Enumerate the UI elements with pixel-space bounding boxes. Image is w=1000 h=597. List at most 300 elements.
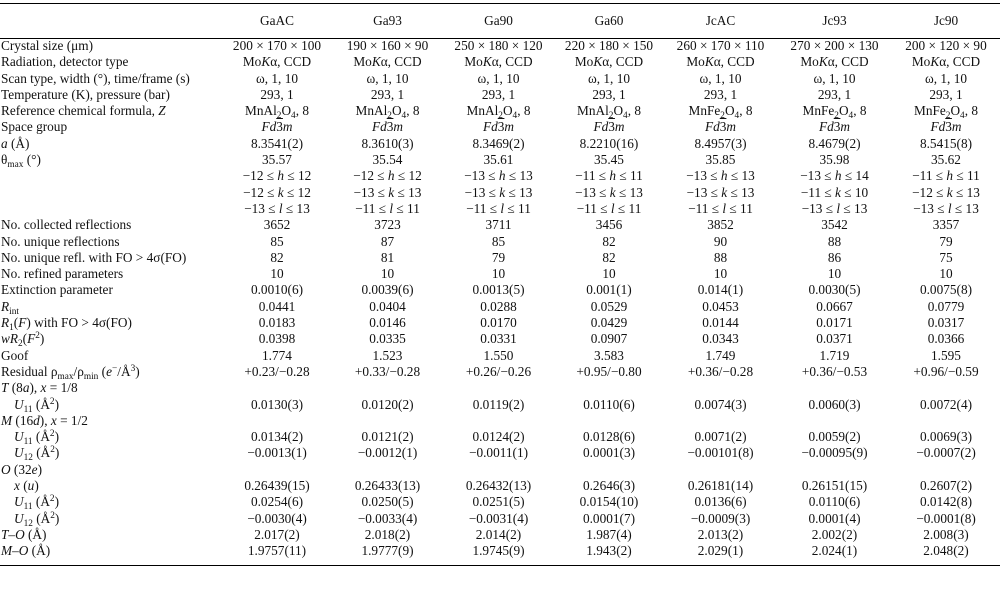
table-cell: MoKα, CCD [911,54,981,70]
table-cell: MoKα, CCD [800,54,869,70]
table-row-temperature [0,87,1000,103]
table-cell: +0.23/−0.28 [244,363,310,379]
table-cell: 0.0779 [927,298,965,314]
table-cell: $MnAl_2O_4$, 8 [245,103,309,122]
table-body [0,38,1000,560]
table-cell: 87 [380,233,395,249]
table-cell: 0.0907 [590,331,628,347]
table-row-residual [0,364,1000,380]
table-cell: 1.719 [819,347,850,363]
table-cell: −0.00101(8) [687,445,754,461]
row-label: $\theta_{max}$ (°) [1,152,41,171]
table-cell: $MnAl_2O_4$, 8 [577,103,641,122]
table-cell: 3.583 [594,347,624,363]
table-cell: $MnAl_2O_4$, 8 [355,103,420,122]
table-cell [892,380,1000,396]
table-cell: 88 [827,233,842,249]
table-cell: −0.0009(3) [690,510,751,526]
table-cell: 0.0146 [369,315,406,331]
row-label: Scan type, width (°), time/frame (s) [1,70,190,86]
table-row-m-u11 [0,429,1000,445]
column-header: Ga93 [373,12,402,28]
table-cell: 2.014(2) [475,526,522,542]
table-cell: −13 ≤ k ≤ 13 [353,184,422,200]
table-cell: 0.0128(6) [582,429,636,445]
table-cell: 0.0453 [702,298,739,314]
table-cell: 2.008(3) [923,526,969,542]
table-cell [664,380,777,396]
table-cell: 10 [939,266,953,282]
table-cell: 3711 [485,217,512,233]
table-cell [222,380,332,396]
table-cell: 2.048(2) [923,543,969,559]
table-cell: 0.0120(2) [361,396,414,412]
table-cell: 10 [827,266,842,282]
row-label: No. refined parameters [1,266,124,282]
table-cell: 0.0010(6) [250,282,304,298]
table-cell: −13 ≤ h ≤ 13 [686,168,755,184]
table-cell: 2.018(2) [364,526,411,542]
table-cell: 1.987(4) [586,526,632,542]
table-row-t-o [0,527,1000,543]
table-cell: 35.62 [931,152,961,168]
table-cell: 10 [380,266,395,282]
table-cell: 3652 [263,217,291,233]
table-cell: 250 × 180 × 120 [454,38,543,53]
table-cell: −0.0001(8) [916,510,976,526]
table-cell: 35.85 [705,152,736,168]
table-row-o-site [0,462,1000,478]
table-cell: 0.0110(6) [808,494,861,510]
table-row-m-u12 [0,445,1000,461]
table-cell: 88 [713,249,728,265]
row-label [0,185,222,201]
table-row-l-range [0,201,1000,217]
table-cell: +0.26/−0.26 [465,363,532,379]
table-cell [892,462,1000,478]
table-cell [332,462,443,478]
row-label: Space group [1,119,68,135]
table-cell: 79 [939,233,953,249]
table-cell: 0.0030(5) [808,282,861,298]
row-label: T–O (Å) [1,526,47,542]
column-header: Ga60 [594,12,624,28]
table-cell: 86 [827,249,842,265]
table-cell [222,462,332,478]
table-cell: 293, 1 [929,86,963,102]
row-label: $U_{11}$ $(Å^2)$ [14,429,60,448]
row-label [0,168,222,184]
table-cell: 2.029(1) [697,543,744,559]
table-row-unique-refl [0,234,1000,250]
table-cell [777,462,892,478]
table-cell [443,462,554,478]
table-cell: 79 [491,249,506,265]
table-cell: 10 [713,266,728,282]
table-cell: Fd3m [593,119,625,135]
table-cell: 260 × 170 × 110 [676,38,765,53]
table-cell: Fd3m [704,119,737,135]
table-cell: Fd3m [930,119,962,135]
header-row [0,4,1000,38]
table-cell [443,380,554,396]
table-cell: ω, 1, 10 [477,70,520,86]
table-row-goof [0,348,1000,364]
table-row-wr2 [0,331,1000,347]
table-cell: −0.0007(2) [916,445,976,461]
row-label [0,201,222,217]
table-cell: −0.0030(4) [247,510,307,526]
table-cell: −0.0033(4) [357,510,418,526]
table-cell: −11 ≤ l ≤ 11 [466,200,531,216]
table-cell: 0.0331 [480,331,517,347]
table-cell: 82 [270,249,284,265]
table-cell: 0.0001(7) [582,510,636,526]
table-cell: −12 ≤ k ≤ 12 [243,184,311,200]
table-cell: 0.0013(5) [472,282,525,298]
table-cell: 8.4957(3) [694,135,747,151]
table-cell: 0.0667 [816,298,853,314]
table-row-formula [0,103,1000,119]
table-cell: 0.0136(6) [694,494,747,510]
table-cell: ω, 1, 10 [366,70,409,86]
table-cell: 293, 1 [370,86,405,102]
table-cell: 8.5415(8) [919,135,973,151]
table-cell: 200 × 120 × 90 [905,38,987,53]
table-cell: 0.0183 [258,315,296,331]
table-cell [554,462,664,478]
table-cell: 8.3541(2) [250,135,304,151]
table-cell: 0.0142(8) [919,494,973,510]
table-row-o-u12 [0,511,1000,527]
row-label: $U_{11}$ $(Å^2)$ [14,396,60,415]
table-cell: 0.014(1) [697,282,744,298]
table-cell: −12 ≤ h ≤ 12 [242,168,312,184]
table-cell: 3723 [374,217,401,233]
row-label: No. unique refl. with FO > 4σ(FO) [1,249,187,265]
row-label: Goof [1,347,29,363]
table-cell: 0.0121(2) [361,429,414,445]
table-cell: 0.0134(2) [250,429,304,445]
table-cell: MoKα, CCD [353,54,422,70]
table-cell: 75 [939,249,953,265]
table-cell [664,413,777,429]
table-cell: −13 ≤ k ≤ 13 [464,184,533,200]
row-label: Temperature (K), pressure (bar) [1,86,170,102]
table-cell: 1.9757(11) [247,543,307,559]
row-label: x (u) [14,478,39,494]
table-row-o-u11 [0,494,1000,510]
table-cell: 0.26432(13) [465,478,532,494]
table-cell [777,380,892,396]
table-cell: −11 ≤ h ≤ 11 [575,168,643,184]
table-cell [554,380,664,396]
table-cell: −0.0011(1) [468,445,529,461]
table-cell: +0.96/−0.59 [913,363,979,379]
table-cell: 3852 [707,217,734,233]
table-cell: −11 ≤ l ≤ 11 [688,200,753,216]
table-cell: 10 [270,266,284,282]
table-cell: 0.0069(3) [919,429,973,445]
table-cell: 35.98 [819,152,850,168]
table-cell: 1.523 [372,347,403,363]
row-label: $U_{11}$ $(Å^2)$ [14,494,60,513]
row-label: $R_{int}$ [1,298,19,317]
table-cell: 0.0250(5) [361,494,414,510]
table-row-t-site [0,380,1000,396]
table-row-k-range [0,185,1000,201]
table-cell: 8.3610(3) [361,135,414,151]
table-cell: 0.0170 [480,315,517,331]
table-cell: $MnAl_2O_4$, 8 [466,103,531,122]
table-row-t-u11 [0,397,1000,413]
table-cell: 0.0144 [702,315,739,331]
table-cell: 10 [491,266,506,282]
table-cell: −13 ≤ l ≤ 13 [244,200,310,216]
table-cell: 0.0119(2) [472,396,525,412]
column-header: JcAC [705,12,736,28]
table-cell: 0.0371 [816,331,853,347]
row-label: a (Å) [1,135,30,151]
table-cell: MoKα, CCD [464,54,533,70]
table-cell: 0.0060(3) [808,396,861,412]
table-cell: 1.9777(9) [361,543,414,559]
table-row-collected-refl [0,217,1000,233]
table-cell: 0.26433(13) [354,478,421,494]
table-cell: 1.943(2) [586,543,632,559]
table-cell: 293, 1 [481,86,516,102]
column-header: GaAC [260,12,294,28]
table-cell: 35.61 [483,152,514,168]
table-cell: 2.017(2) [254,526,300,542]
table-cell [222,413,332,429]
row-label: O (32e) [1,461,43,477]
table-cell: 0.0039(6) [361,282,414,298]
table-cell: 0.0154(10) [579,494,639,510]
table-cell: 0.0110(6) [583,396,635,412]
row-label: Residual $\rho_{max}/\rho_{min}$ $(e^-/Å^3)$ [1,363,140,382]
table-cell: 8.3469(2) [472,135,525,151]
table-row-r-int [0,299,1000,315]
table-cell: ω, 1, 10 [256,70,298,86]
table-cell: 0.0001(3) [582,445,636,461]
table-cell: MoKα, CCD [686,54,755,70]
column-header: Jc93 [822,12,847,28]
table-row-refined-params [0,266,1000,282]
table-row-extinction [0,282,1000,298]
table-cell: +0.36/−0.53 [801,363,868,379]
table-cell: 0.0124(2) [472,429,525,445]
table-cell: −0.00095(9) [801,445,868,461]
table-cell: 0.0001(4) [808,510,861,526]
table-cell [892,413,1000,429]
table-cell: 0.26151(15) [801,478,868,494]
row-label: Extinction parameter [1,282,113,298]
table-cell: 0.001(1) [586,282,632,298]
table-cell: 1.774 [262,347,292,363]
table-row-scan-type [0,71,1000,87]
table-row-space-group [0,119,1000,135]
table-cell: 0.0398 [258,331,296,347]
table-cell: 293, 1 [260,86,294,102]
header-rule [0,38,1000,39]
table-cell [664,462,777,478]
table-cell: 0.0074(3) [694,396,747,412]
table-cell: 35.54 [372,152,403,168]
table-cell: 85 [270,233,284,249]
table-cell: 0.0441 [258,298,296,314]
column-header: Jc90 [933,12,959,28]
table-cell: 2.002(2) [811,526,858,542]
table-cell: 1.749 [705,347,736,363]
table-cell: 1.550 [483,347,514,363]
table-row-h-range [0,168,1000,184]
table-cell: −11 ≤ k ≤ 10 [800,184,869,200]
row-label: T (8a), x = 1/8 [1,380,78,396]
table-cell: 0.0251(5) [472,494,525,510]
table-cell: −13 ≤ h ≤ 14 [800,168,869,184]
table-cell: 0.0171 [816,315,853,331]
table-cell: $MnFe_2O_4$, 8 [688,103,753,122]
table-cell: 0.0072(4) [919,396,973,412]
table-cell: −11 ≤ l ≤ 11 [576,200,642,216]
table-cell: −13 ≤ k ≤ 13 [686,184,755,200]
table-cell: 0.0288 [480,298,517,314]
table-cell: Fd3m [482,119,515,135]
table-cell: −13 ≤ l ≤ 13 [801,200,868,216]
table-cell: 90 [713,233,728,249]
table-cell: 3456 [595,217,623,233]
table-row-crystal-size [0,38,1000,54]
table-cell: 293, 1 [703,86,738,102]
table-cell: +0.95/−0.80 [576,363,642,379]
table-cell: ω, 1, 10 [925,70,967,86]
row-label: No. collected reflections [1,217,132,233]
table-row-a-param [0,136,1000,152]
table-cell: 81 [380,249,395,265]
row-label: Reference chemical formula, Z [1,103,166,119]
table-cell: 270 × 200 × 130 [790,38,879,53]
row-label: $R_1(F)$ with FO > 4σ(FO) [1,315,132,334]
table-cell: 10 [602,266,616,282]
table-cell: 293, 1 [817,86,852,102]
table-cell: 1.9745(9) [472,543,525,559]
row-label: Crystal size (μm) [1,38,94,53]
table-cell: Fd3m [371,119,404,135]
table-cell: 0.0366 [927,331,965,347]
row-label: M–O (Å) [1,543,51,559]
table-row-r1 [0,315,1000,331]
table-cell: −13 ≤ h ≤ 13 [464,168,533,184]
table-cell: 220 × 180 × 150 [564,38,654,53]
table-row-unique-refl-fo [0,250,1000,266]
bottom-rule [0,565,1000,566]
table-cell: 82 [602,249,616,265]
table-cell: 0.0071(2) [694,429,747,445]
table-row-radiation [0,54,1000,70]
table-cell: 0.26181(14) [687,478,754,494]
table-cell: ω, 1, 10 [699,70,742,86]
table-row-theta-max [0,152,1000,168]
table-cell: $MnFe_2O_4$, 8 [914,103,978,122]
row-label: $U_{12}$ $(Å^2)$ [14,510,60,529]
table-cell: MoKα, CCD [574,54,644,70]
table-cell: −11 ≤ l ≤ 11 [355,200,420,216]
table-cell: 0.0343 [702,331,739,347]
data-table-wrapper [0,3,1000,566]
table-cell: Fd3m [818,119,851,135]
table-cell: 0.0254(6) [250,494,304,510]
table-cell: −12 ≤ k ≤ 13 [912,184,980,200]
table-cell: 0.0130(3) [250,396,304,412]
table-cell [443,413,554,429]
table-cell: ω, 1, 10 [588,70,630,86]
table-cell: 0.2607(2) [919,478,973,494]
table-cell: $MnFe_2O_4$, 8 [802,103,867,122]
table-cell: 2.013(2) [697,526,744,542]
table-cell: 35.45 [594,152,624,168]
table-cell: 0.0429 [590,315,628,331]
table-cell: 0.0059(2) [808,429,861,445]
header-corner [0,4,222,38]
row-label: No. unique reflections [1,233,120,249]
table-cell: 8.2210(16) [579,135,639,151]
table-cell: 35.57 [262,152,292,168]
table-cell: 293, 1 [592,86,626,102]
table-cell: MoKα, CCD [242,54,312,70]
table-cell: 0.26439(15) [244,478,310,494]
table-cell: 8.4679(2) [808,135,861,151]
row-label: $wR_2(F^2)$ [1,331,45,350]
table-cell: −11 ≤ h ≤ 11 [912,168,980,184]
table-row-o-x [0,478,1000,494]
row-label: Radiation, detector type [1,54,129,70]
table-cell: −0.0012(1) [357,445,418,461]
table-cell: ω, 1, 10 [813,70,856,86]
table-cell: −0.0031(4) [468,510,529,526]
table-cell: +0.36/−0.28 [687,363,754,379]
table-cell: −13 ≤ l ≤ 13 [913,200,979,216]
row-label: M (16d), x = 1/2 [1,412,88,428]
table-row-m-site [0,413,1000,429]
table-cell: −12 ≤ h ≤ 12 [353,168,422,184]
table-cell: 0.2646(3) [582,478,636,494]
table-cell: 85 [491,233,506,249]
table-cell: Fd3m [261,119,293,135]
table-cell: −13 ≤ k ≤ 13 [575,184,643,200]
table-cell: 200 × 170 × 100 [232,38,322,53]
table-cell: 0.0075(8) [919,282,973,298]
data-table [0,4,1000,560]
table-cell: 0.0529 [590,298,628,314]
table-cell: +0.33/−0.28 [354,363,421,379]
table-cell [554,413,664,429]
table-cell: 1.595 [931,347,961,363]
table-cell: 82 [602,233,616,249]
table-cell: 3357 [932,217,960,233]
column-header: Ga90 [484,12,513,28]
table-cell: 0.0317 [927,315,965,331]
table-cell: 190 × 160 × 90 [346,38,429,53]
table-cell [332,413,443,429]
table-cell [777,413,892,429]
table-row-m-o [0,543,1000,559]
table-cell: 0.0335 [369,331,406,347]
row-label: $U_{12}$ $(Å^2)$ [14,445,60,464]
table-cell: 0.0404 [369,298,406,314]
table-cell [332,380,443,396]
table-cell: 3542 [821,217,848,233]
